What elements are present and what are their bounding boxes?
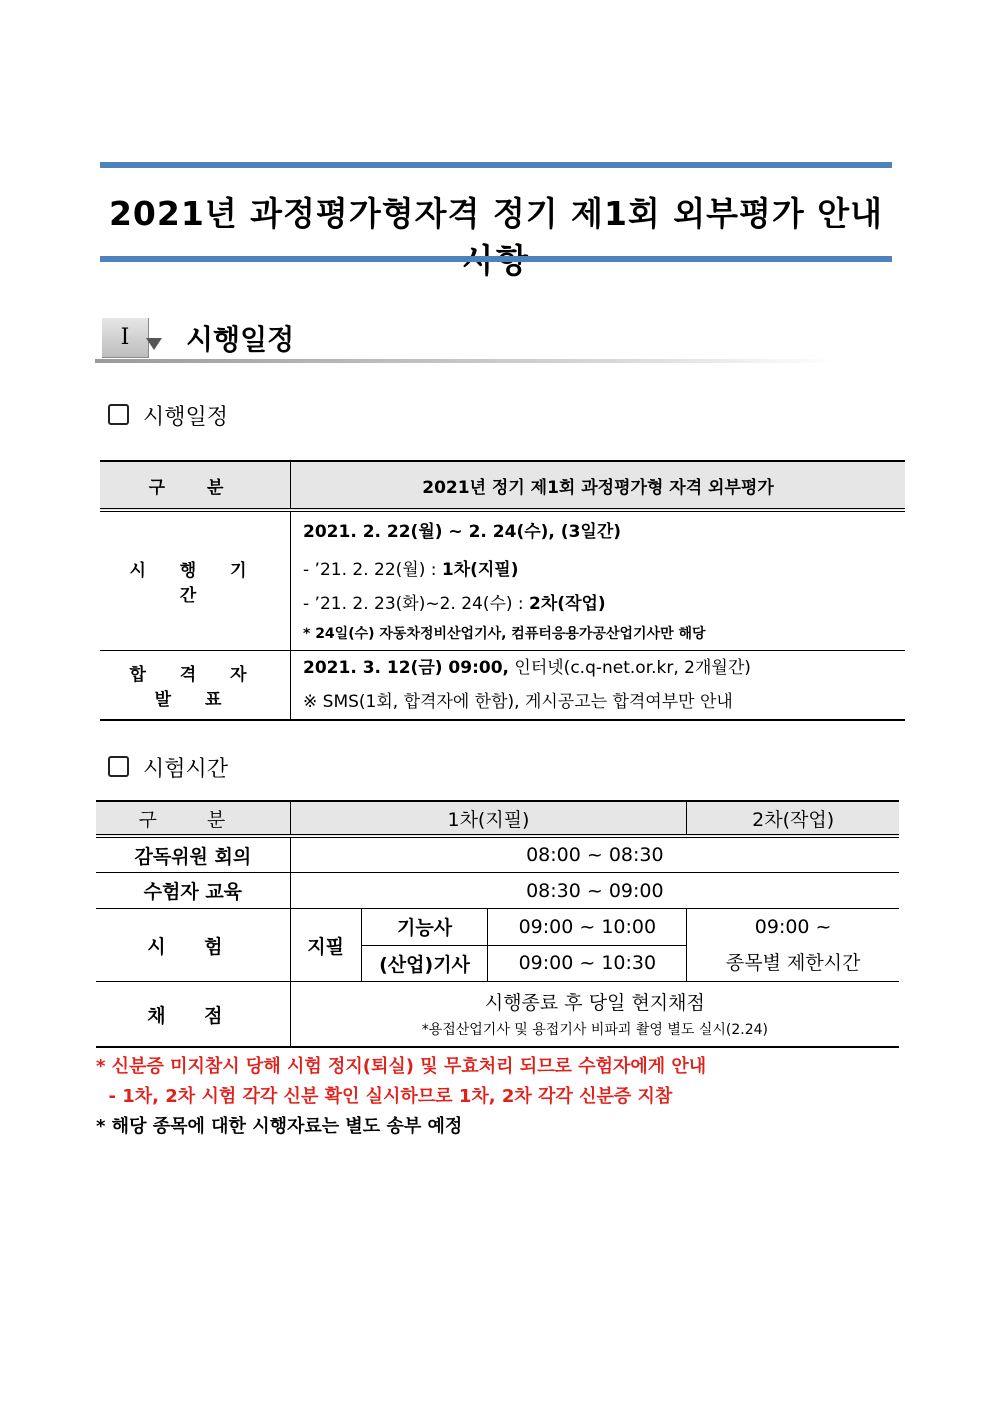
table-row <box>96 801 899 836</box>
section-title: 시행일정 <box>186 323 295 356</box>
table-row <box>96 836 899 873</box>
craftsman-time: 09:00 ~ 10:00 <box>488 909 687 946</box>
schedule-heading-text: 시행일정 <box>143 405 229 430</box>
checkbox-square-icon <box>108 404 129 425</box>
period-line2 <box>303 587 893 621</box>
practical-time <box>687 909 899 982</box>
announce-cell <box>291 651 906 721</box>
exam-time-heading-text: 시험시간 <box>143 757 229 782</box>
table-row <box>100 651 905 721</box>
education-label: 수험자 교육 <box>96 873 290 909</box>
education-time: 08:30 ~ 09:00 <box>526 879 664 902</box>
grading-cell <box>290 982 899 1048</box>
grading-line1: 시행종료 후 당일 현지채점 <box>484 992 705 1014</box>
exam-time-heading <box>108 752 228 783</box>
period-main: 2021. 2. 22(월) ~ 2. 24(수), (3일간) <box>303 522 622 542</box>
header-label: 구 분 <box>96 801 290 836</box>
id-warning-note: * 신분증 미지참시 당해 시험 정지(퇴실) 및 무효처리 되므로 수험자에게 안내 <box>96 1056 707 1077</box>
page-title: 2021년 과정평가형자격 정기 제1회 외부평가 안내 <box>108 194 884 233</box>
section-underline <box>95 359 835 363</box>
title-top-bar <box>100 162 892 168</box>
engineer-label: (산업)기사 <box>361 945 488 982</box>
period-note: * 24일(수) 자동차정비산업기사, 컴퓨터응용가공산업기사만 해당 <box>303 626 706 642</box>
header-label: 구 분 <box>100 461 291 510</box>
announce-line1 <box>303 651 893 685</box>
table-row <box>96 873 899 909</box>
header-practical: 2차(작업) <box>687 801 899 836</box>
period-line1-date: - ’21. 2. 22(월) : <box>303 560 442 580</box>
practical-limit: 종목별 제한시간 <box>725 952 861 974</box>
period-line1-type: 1차(지필) <box>441 560 519 580</box>
period-line2-type: 2차(작업) <box>529 594 606 614</box>
announce-label: 합 격 자 발 표 <box>100 651 291 721</box>
period-label: 시 행 기 간 <box>100 510 291 651</box>
table-row <box>96 982 899 1048</box>
grading-label: 채 점 <box>96 982 290 1048</box>
table-row <box>100 510 905 651</box>
announce-date: 2021. 3. 12(금) 09:00, <box>303 658 510 678</box>
triangle-marker-icon <box>146 338 162 350</box>
table-row <box>96 909 899 946</box>
craftsman-label: 기능사 <box>361 909 488 946</box>
title-bottom-bar <box>100 256 892 262</box>
notes <box>96 1052 706 1142</box>
exam-written-label: 지필 <box>290 909 361 982</box>
grading-line2: *용접산업기사 및 용접기사 비파괴 촬영 별도 실시(2.24) <box>421 1022 768 1038</box>
schedule-table <box>100 460 905 721</box>
engineer-time: 09:00 ~ 10:30 <box>488 945 687 982</box>
schedule-heading <box>108 400 228 431</box>
practical-start: 09:00 ~ <box>754 916 832 938</box>
announce-line2: ※ SMS(1회, 합격자에 한함), 게시공고는 합격여부만 안내 <box>303 692 733 712</box>
supervisor-label: 감독위원 회의 <box>96 836 290 873</box>
announce-site: 인터넷(c.q-net.or.kr, 2개월간) <box>509 658 751 678</box>
section-number: I <box>120 325 130 350</box>
header-value: 2021년 정기 제1회 과정평가형 자격 외부평가 <box>291 461 906 510</box>
header-written: 1차(지필) <box>290 801 687 836</box>
exam-time-table <box>96 800 899 1048</box>
supervisor-time: 08:00 ~ 08:30 <box>526 844 664 866</box>
period-line1 <box>303 553 893 587</box>
checkbox-square-icon <box>108 756 129 777</box>
exam-label: 시 험 <box>96 909 290 982</box>
id-check-note: - 1차, 2차 시험 각각 신분 확인 실시하므로 1차, 2차 각각 신분증 지참 <box>96 1086 673 1107</box>
materials-note: * 해당 종목에 대한 시행자료는 별도 송부 예정 <box>96 1116 463 1137</box>
period-line2-date: - ’21. 2. 23(화)~2. 24(수) : <box>303 594 530 614</box>
table-row <box>100 461 905 510</box>
period-cell <box>291 510 906 651</box>
